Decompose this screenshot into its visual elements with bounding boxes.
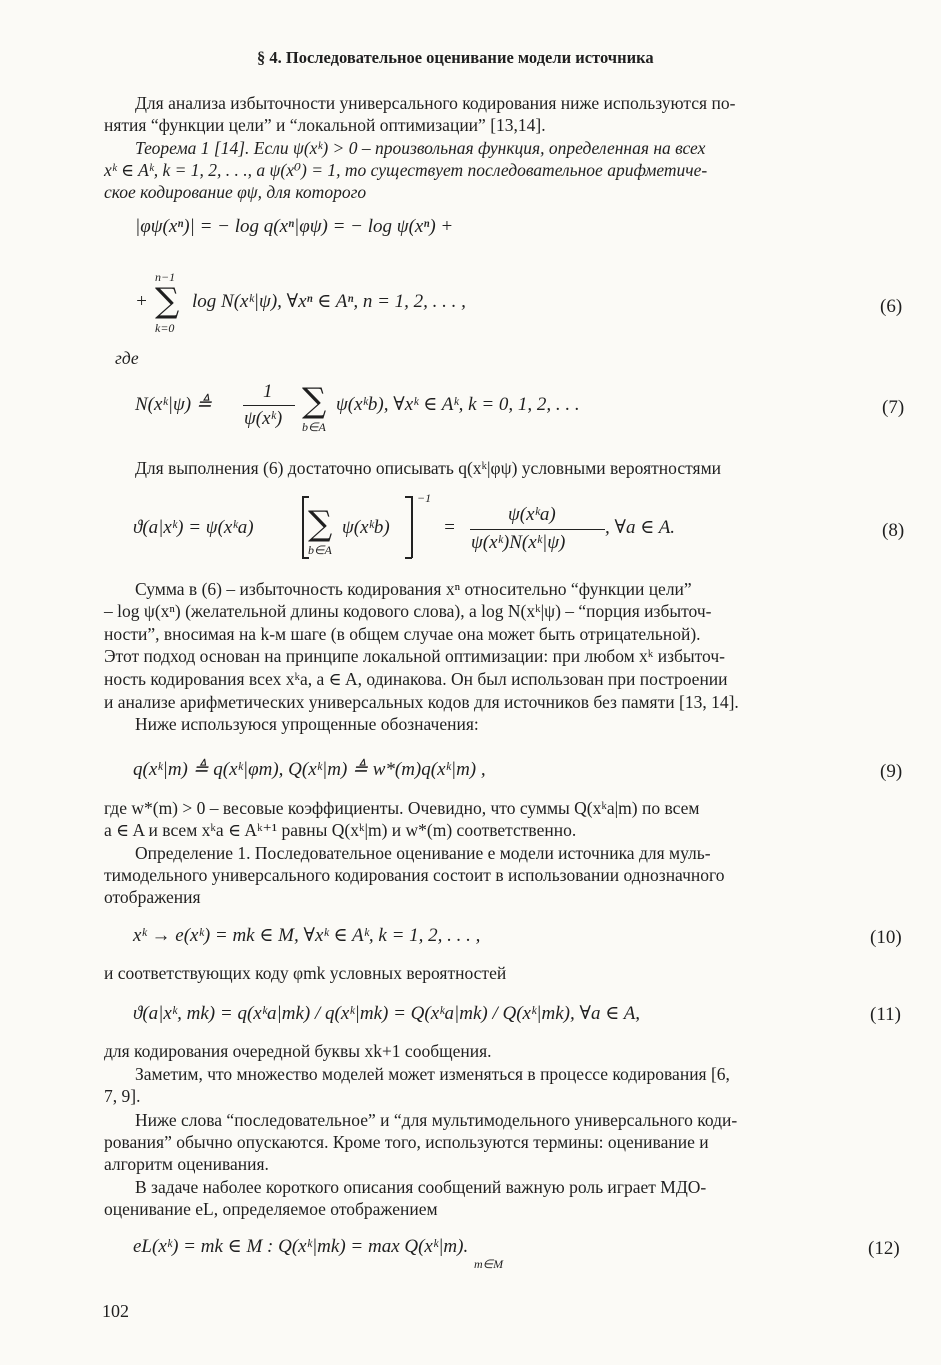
equation-10: xᵏ → e(xᵏ) = mk ∈ M, ∀xᵏ ∈ Aᵏ, k = 1, 2, . . . ,: [133, 925, 481, 946]
equation-11: ϑ(a|xᵏ, mk) = q(xᵏa|mk) / q(xᵏ|mk) = Q(xᵏa|mk) / Q(xᵏ|mk), ∀a ∈ A,: [133, 1003, 641, 1024]
fraction-denominator: ψ(xᵏ)N(xᵏ|ψ): [471, 532, 566, 553]
equation-8-rest: , ∀a ∈ A.: [605, 517, 676, 538]
paragraph-line: для кодирования очередной буквы xk+1 сообщения.: [104, 1041, 492, 1061]
bracket-left-top: [302, 496, 309, 498]
equation-number: (9): [880, 761, 903, 782]
equation-7-rest: ψ(xᵏb), ∀xᵏ ∈ Aᵏ, k = 0, 1, 2, . . .: [336, 394, 580, 415]
section-title: § 4. Последовательное оценивание модели источника: [257, 48, 654, 67]
sum-upper-limit: n−1: [155, 270, 176, 284]
paragraph-line: a ∈ A и всем xᵏa ∈ Aᵏ⁺¹ равны Q(xᵏ|m) и w*(m) соответственно.: [104, 820, 577, 840]
theorem-line: xᵏ ∈ Aᵏ, k = 1, 2, . . ., а ψ(x⁰) = 1, то существует последовательное арифметиче-: [104, 160, 708, 180]
equals-sign: =: [443, 517, 456, 538]
exponent: −1: [417, 491, 432, 505]
fraction-numerator: ψ(xᵏa): [508, 504, 556, 525]
equation-12: eL(xᵏ) = mk ∈ M : Q(xᵏ|mk) = max Q(xᵏ|m).: [133, 1236, 469, 1257]
sum-sign: ∑: [155, 281, 180, 321]
paragraph-line: и соответствующих коду φmk условных вероятностей: [104, 963, 507, 983]
paragraph-line: отображения: [104, 887, 201, 907]
equation-number: (6): [880, 296, 903, 317]
paragraph-line: Для выполнения (6) достаточно описывать q(xᵏ|φψ) условными вероятностями: [135, 458, 722, 478]
paragraph-line: Заметим, что множество моделей может изменяться в процессе кодирования [6,: [135, 1064, 730, 1084]
fraction-bar: [243, 405, 295, 406]
theorem-line: Теорема 1 [14]. Если ψ(xᵏ) > 0 – произвольная функция, определенная на всех: [135, 138, 706, 158]
page-number: 102: [102, 1301, 129, 1321]
equation-9: q(xᵏ|m) ≜ q(xᵏ|φm), Q(xᵏ|m) ≜ w*(m)q(xᵏ|m) ,: [133, 759, 486, 780]
sum-lower-limit: b∈A: [302, 420, 326, 434]
equation-number: (8): [882, 520, 905, 541]
fraction-bar: [470, 529, 605, 530]
equation-7-lhs: N(xᵏ|ψ) ≜: [135, 394, 212, 415]
equation-number: (11): [870, 1004, 901, 1025]
paragraph-line: 7, 9].: [104, 1086, 141, 1106]
sum-lower-limit: b∈A: [308, 543, 332, 557]
sum-lower-limit: k=0: [155, 321, 175, 335]
equation-number: (12): [868, 1238, 900, 1259]
fraction-numerator: 1: [263, 381, 273, 402]
equation-number: (10): [870, 927, 902, 948]
paragraph-line: рования” обычно опускаются. Кроме того, используются термины: оценивание и: [104, 1132, 709, 1152]
theorem-line: ское кодирование φψ, для которого: [104, 182, 367, 202]
paragraph-line: тимодельного универсального кодирования состоит в использовании однозначного: [104, 865, 725, 885]
paragraph-line: – log ψ(xⁿ) (желательной длины кодового слова), а log N(xᵏ|ψ) – “порция избыточ-: [104, 601, 712, 621]
paragraph-line: оценивание eL, определяемое отображением: [104, 1199, 438, 1219]
paragraph-line: Сумма в (6) – избыточность кодирования xⁿ относительно “функции цели”: [135, 579, 692, 599]
equation-number: (7): [882, 397, 905, 418]
sum-sign: ∑: [302, 381, 327, 421]
equation-6-line-2: log N(xᵏ|ψ), ∀xⁿ ∈ Aⁿ, n = 1, 2, . . . ,: [192, 291, 466, 312]
equation-6-line-1: |φψ(xⁿ)| = − log q(xⁿ|φψ) = − log ψ(xⁿ) +: [135, 216, 454, 237]
paragraph-line: Ниже используюся упрощенные обозначения:: [135, 714, 479, 734]
bracket-right-top: [405, 496, 412, 498]
paragraph-line: Для анализа избыточности универсального кодирования ниже используются по-: [135, 93, 736, 113]
paragraph-line: Определение 1. Последовательное оценивание e модели источника для муль-: [135, 843, 711, 863]
paragraph-line: где: [115, 348, 139, 368]
paragraph-line: Ниже слова “последовательное” и “для мультимодельного универсального коди-: [135, 1110, 738, 1130]
paragraph-line: ности”, вносимая на k-м шаге (в общем случае она может быть отрицательной).: [104, 624, 701, 644]
paragraph-line: Этот подход основан на принципе локальной оптимизации: при любом xᵏ избыточ-: [104, 646, 725, 666]
paragraph-line: В задаче наболее короткого описания сообщений важную роль играет МДО-: [135, 1177, 707, 1197]
max-subscript: m∈M: [474, 1257, 504, 1271]
sum-sign: ∑: [308, 504, 333, 544]
paragraph-line: алгоритм оценивания.: [104, 1154, 269, 1174]
bracket-right: [411, 496, 413, 558]
plus-sign: +: [135, 291, 148, 312]
equation-8-lhs: ϑ(a|xᵏ) = ψ(xᵏa): [133, 517, 254, 538]
paragraph-line: и анализе арифметических универсальных кодов для источников без памяти [13, 14].: [104, 692, 739, 712]
equation-8-inner: ψ(xᵏb): [342, 517, 390, 538]
paragraph-line: нятия “функции цели” и “локальной оптимизации” [13,14].: [104, 115, 546, 135]
bracket-left: [302, 496, 304, 558]
paragraph-line: где w*(m) > 0 – весовые коэффициенты. Очевидно, что суммы Q(xᵏa|m) по всем: [104, 798, 700, 818]
fraction-denominator: ψ(xᵏ): [244, 408, 283, 429]
bracket-right-bottom: [405, 557, 412, 559]
paragraph-line: ность кодирования всех xᵏa, a ∈ A, одинакова. Он был использован при построении: [104, 669, 728, 689]
